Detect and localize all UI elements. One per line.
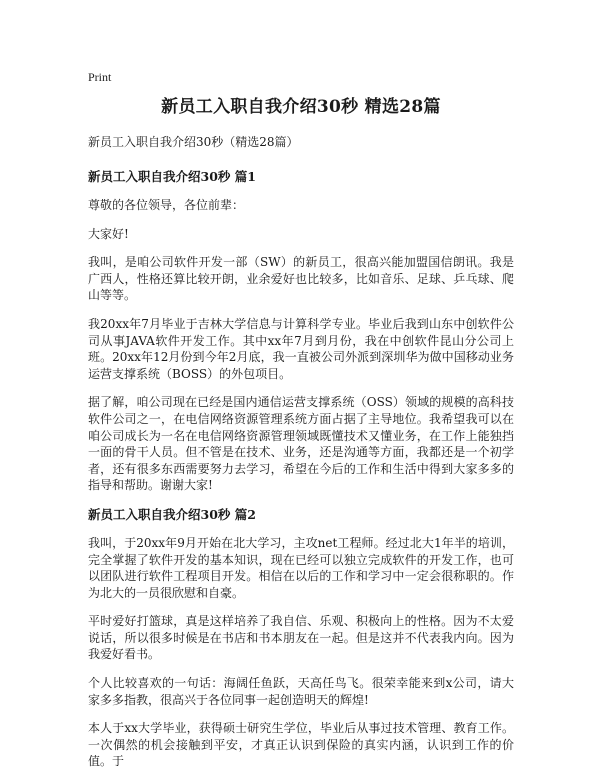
- document-title: 新员工入职自我介绍30秒 精选28篇: [161, 97, 441, 117]
- paragraph: 个人比较喜欢的一句话：海阔任鱼跃，天高任鸟飞。很荣幸能来到x公司，请大家多多指教，很高兴于各位同事一起创造明天的辉煌!: [88, 676, 514, 707]
- paragraph: 我叫，是咱公司软件开发一部（SW）的新员工，很高兴能加盟国信朗讯。我是广西人，性格还算比较开朗，业余爱好也比较多，比如音乐、足球、乒乓球、爬山等等。: [88, 255, 514, 303]
- paragraph: 我20xx年7月毕业于吉林大学信息与计算科学专业。毕业后我到山东中创软件公司从事JAVA软件开发工作。其中xx年7月到月份，我在中创软件昆山分公司上班。20xx年12月份到今年2月底，我一直被公司外派到深圳华为做中国移动业务运营支撑系统（BOSS）的外包项目。: [88, 316, 514, 381]
- paragraph: 大家好!: [88, 226, 129, 241]
- paragraph: 本人于xx大学毕业，获得硕士研究生学位，毕业后从事过技术管理、教育工作。一次偶然的机会接触到平安，才真正认识到保险的真实内涵，认识到工作的价值。于: [88, 721, 514, 769]
- paragraph: 平时爱好打篮球，真是这样培养了我自信、乐观、积极向上的性格。因为不太爱说话，所以很多时候是在书店和书本朋友在一起。但是这并不代表我内向。因为我爱好看书。: [88, 614, 514, 662]
- section-heading-1: 新员工入职自我介绍30秒 篇1: [88, 169, 256, 184]
- print-label[interactable]: Print: [88, 70, 112, 84]
- paragraph: 尊敬的各位领导，各位前辈：: [88, 198, 245, 212]
- section-heading-2: 新员工入职自我介绍30秒 篇2: [88, 506, 256, 522]
- paragraph: 据了解，咱公司现在已经是国内通信运营支撑系统（OSS）领域的规模的高科技软件公司之一，在电信网络资源管理系统方面占据了主导地位。我希望我可以在咱公司成长为一名在电信网络资源管理领域既懂技术又懂业务，在工作上能独挡一面的骨干人员。但不管是在技术、业务，还是沟通等方面，我都还是一个初学者，还有很多东西需要努力去学习，希望在今后的工作和生活中得到大家多多的指导和帮助。谢谢大家!: [88, 395, 514, 493]
- document-subtitle: 新员工入职自我介绍30秒（精选28篇）: [88, 135, 299, 149]
- paragraph: 我叫，于20xx年9月开始在北大学习，主攻net工程师。经过北大1年半的培训，完全掌握了软件开发的基本知识，现在已经可以独立完成软件的开发工作，也可以团队进行软件工程项目开发。相信在以后的工作和学习中一定会很称职的。作为北大的一员很欣慰和自豪。: [88, 535, 514, 600]
